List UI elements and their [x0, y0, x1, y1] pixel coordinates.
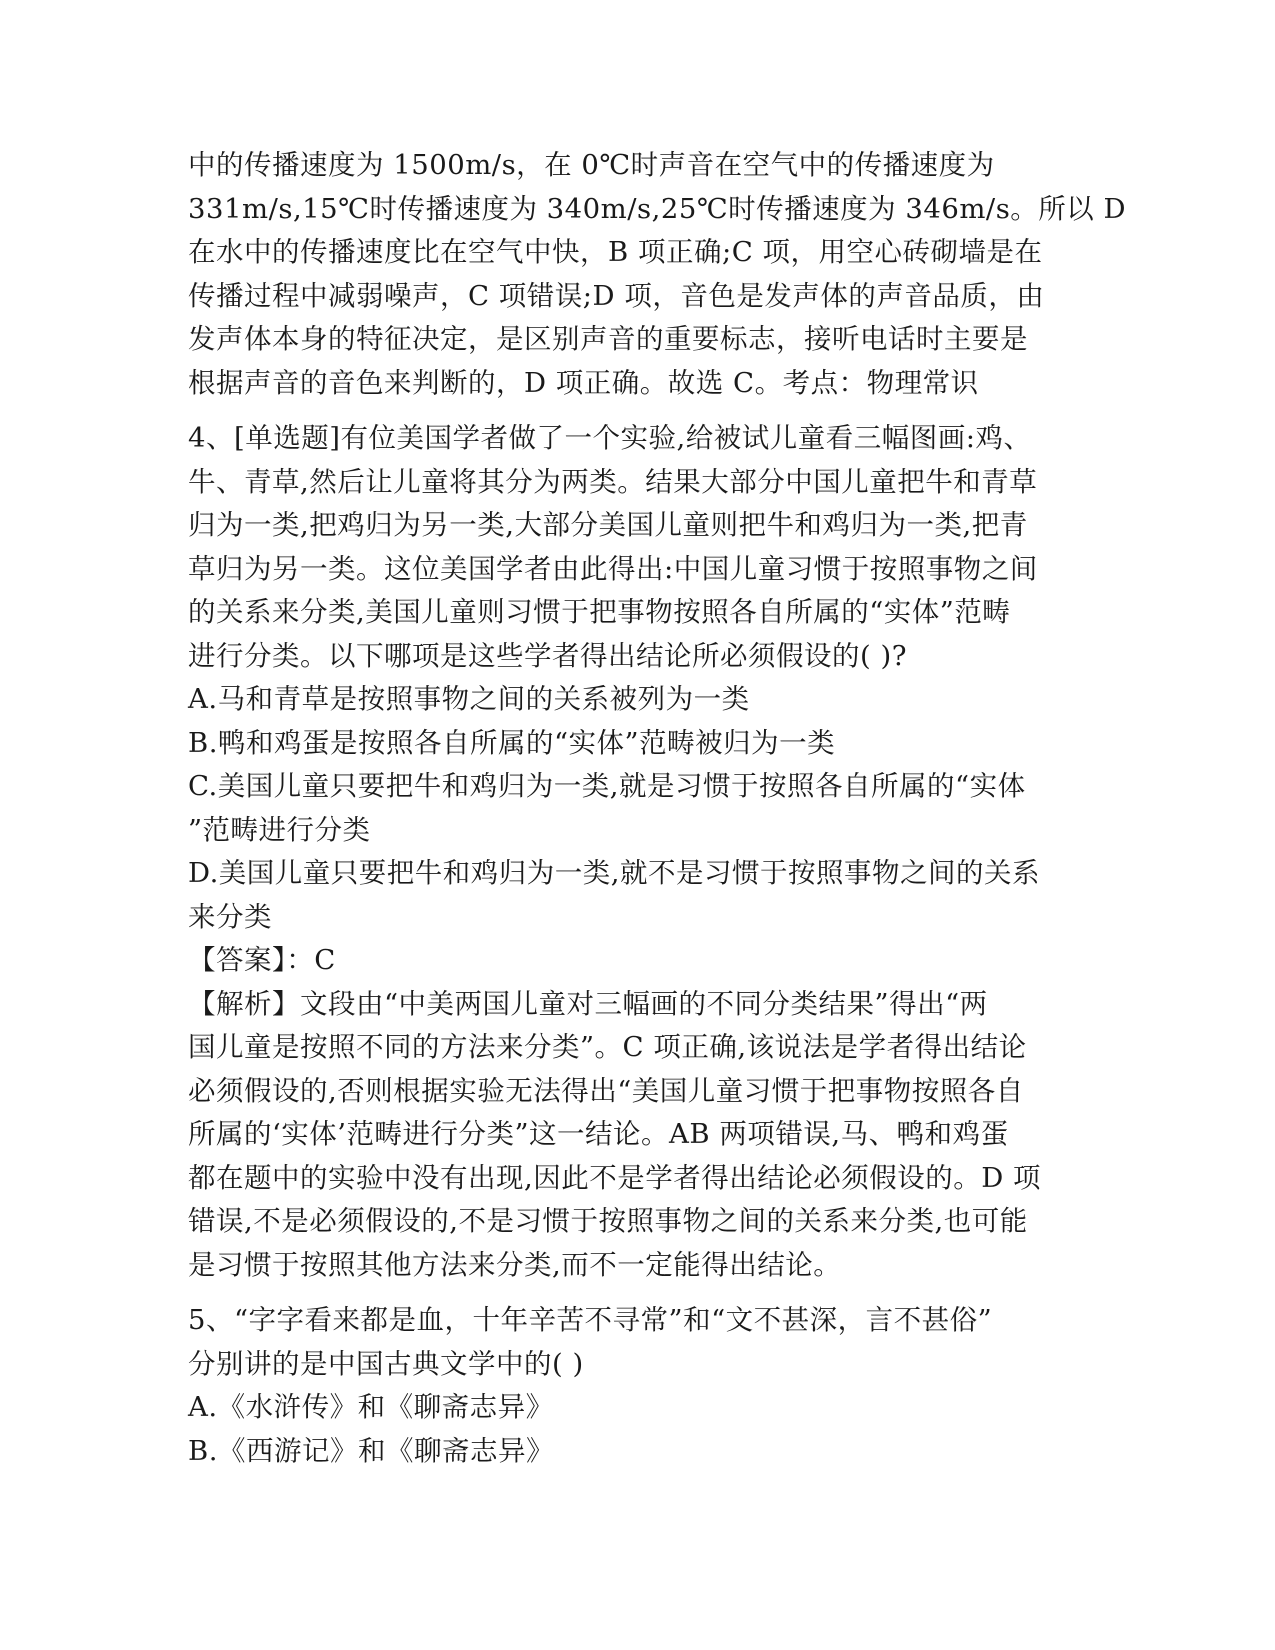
question-stem: [188, 417, 1088, 678]
text-line: 发声体本身的特征决定，是区别声音的重要标志，接听电话时主要是: [188, 323, 1028, 355]
answer: 【答案】：C: [188, 944, 336, 976]
text-line: 分别讲的是中国古典文学中的( ): [188, 1347, 584, 1380]
text-line: 是习惯于按照其他方法来分类,而不一定能得出结论。: [188, 1248, 842, 1281]
text-line: 根据声音的音色来判断的，D 项正确。故选 C。考点：物理常识: [188, 366, 979, 399]
section-gap: [188, 1287, 1088, 1299]
option-c: C.美国儿童只要把牛和鸡归为一类,就是习惯于按照各自所属的“实体: [188, 770, 1026, 802]
text-line: 331m/s,15℃时传播速度为 340m/s,25℃时传播速度为 346m/s。所以 D: [188, 192, 1127, 225]
text-line: 5、“字字看来都是血，十年辛苦不寻常”和“文不甚深，言不甚俗”: [188, 1304, 993, 1336]
text-line: 4、[单选题]有位美国学者做了一个实验,给被试儿童看三幅图画:鸡、: [188, 422, 1032, 454]
question-stem: [188, 1299, 1088, 1386]
text-line: 的关系来分类,美国儿童则习惯于把事物按照各自所属的“实体”范畴: [188, 596, 1011, 628]
text-line: 必须假设的,否则根据实验无法得出“美国儿童习惯于把事物按照各自: [188, 1074, 1024, 1107]
document-page: [188, 144, 1127, 1473]
option-d-continued: 来分类: [188, 900, 272, 933]
text-line: 传播过程中减弱噪声，C 项错误;D 项，音色是发声体的声音品质，由: [188, 279, 1045, 312]
question-4: [188, 417, 1088, 1287]
text-line: 进行分类。以下哪项是这些学者得出结论所必须假设的( )?: [188, 639, 907, 672]
text-line: 草归为另一类。这位美国学者由此得出:中国儿童习惯于按照事物之间: [188, 552, 1038, 585]
option-a: A.马和青草是按照事物之间的关系被列为一类: [188, 683, 750, 715]
text-line: 在水中的传播速度比在空气中快，B 项正确;C 项，用空心砖砌墙是在: [188, 236, 1043, 268]
text-line: 中的传播速度为 1500m/s，在 0℃时声音在空气中的传播速度为: [188, 149, 995, 181]
text-line: 【解析】文段由“中美两国儿童对三幅画的不同分类结果”得出“两: [188, 987, 988, 1020]
text-line: 所属的‘实体’范畴进行分类”这一结论。AB 两项错误,马、鸭和鸡蛋: [188, 1118, 1009, 1150]
text-line: 都在题中的实验中没有出现,因此不是学者得出结论必须假设的。D 项: [188, 1161, 1042, 1194]
question-options: [188, 1386, 1088, 1473]
text-line: 国儿童是按照不同的方法来分类”。C 项正确,该说法是学者得出结论: [188, 1031, 1027, 1063]
option-b: B.鸭和鸡蛋是按照各自所属的“实体”范畴被归为一类: [188, 726, 836, 759]
text-line: 错误,不是必须假设的,不是习惯于按照事物之间的关系来分类,也可能: [188, 1205, 1028, 1237]
text-line: 牛、青草,然后让儿童将其分为两类。结果大部分中国儿童把牛和青草: [188, 465, 1038, 498]
question-5: [188, 1299, 1088, 1473]
text-line: 归为一类,把鸡归为另一类,大部分美国儿童则把牛和鸡归为一类,把青: [188, 509, 1028, 541]
question-options: [188, 678, 1088, 939]
option-c-continued: ”范畴进行分类: [188, 813, 371, 846]
option-d: D.美国儿童只要把牛和鸡归为一类,就不是习惯于按照事物之间的关系: [188, 857, 1041, 889]
previous-explanation: [188, 144, 1127, 405]
analysis: [188, 983, 1088, 1288]
section-gap: [188, 405, 1088, 417]
option-a: A.《水浒传》和《聊斋志异》: [188, 1391, 554, 1423]
option-b: B.《西游记》和《聊斋志异》: [188, 1434, 554, 1467]
